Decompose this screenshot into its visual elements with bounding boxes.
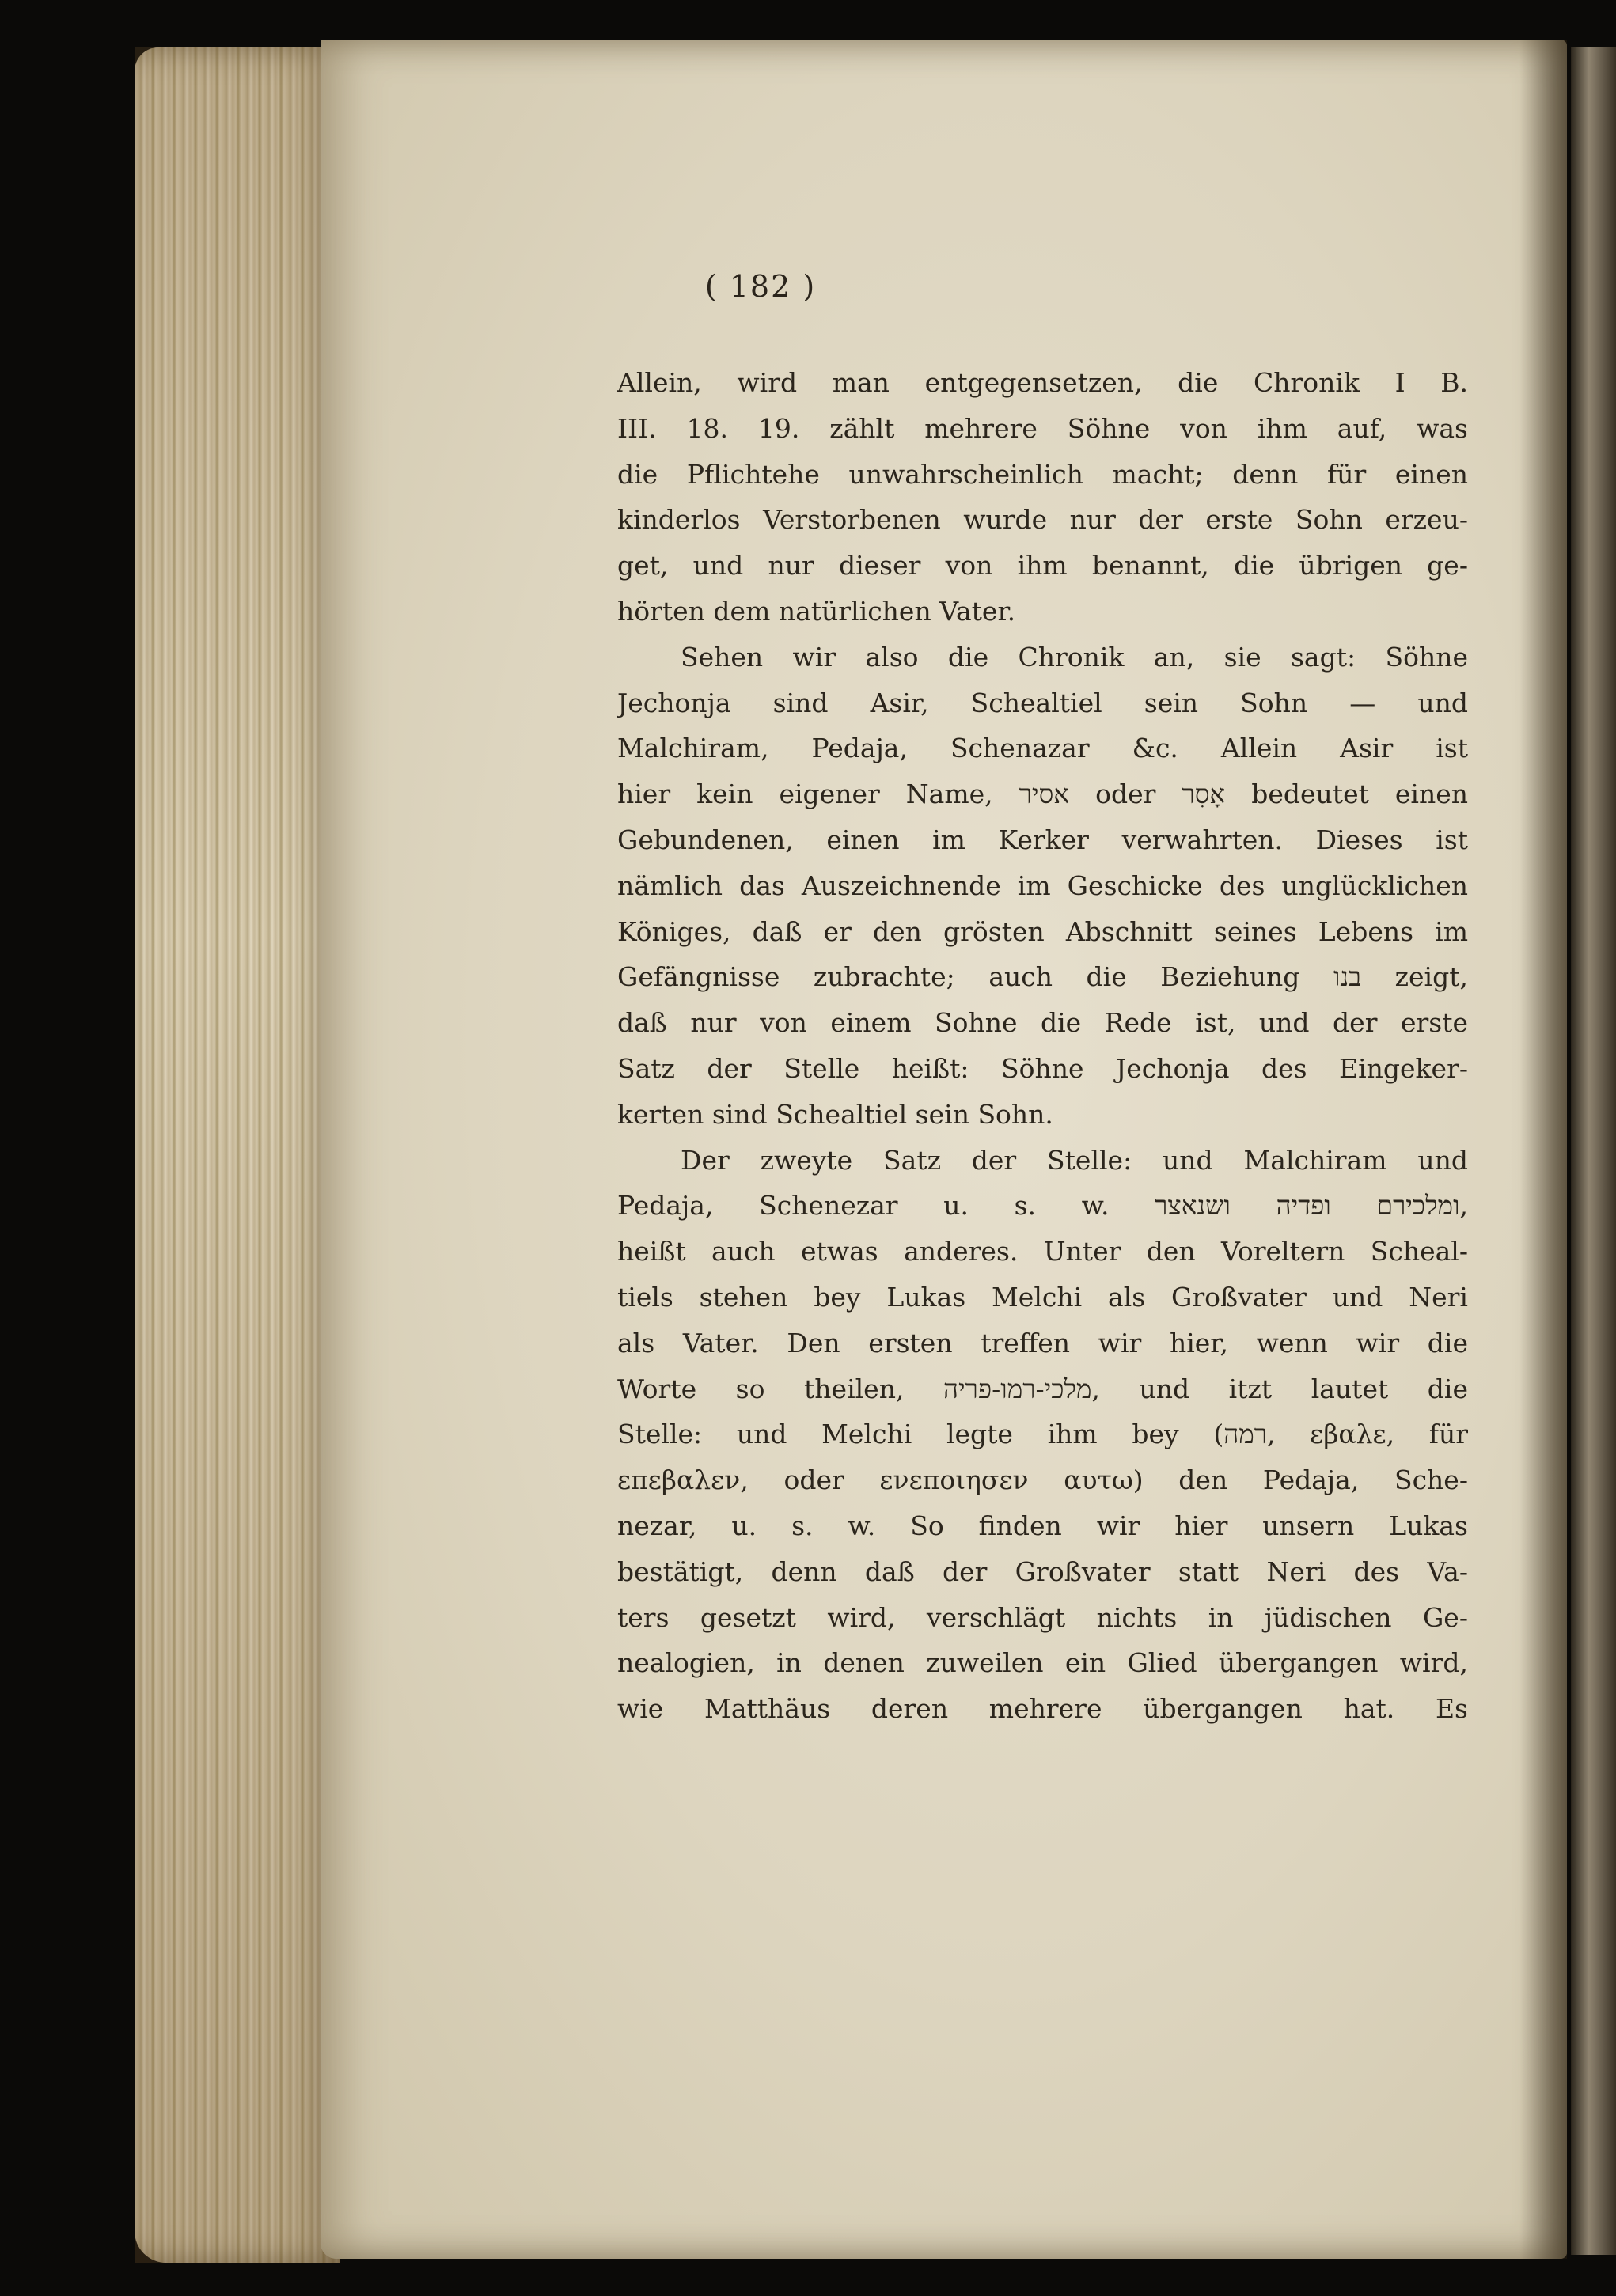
text-line: bestätigt, denn daß der Großvater statt Neri des Va-	[617, 1555, 1468, 1587]
page-text	[617, 360, 1468, 1732]
text-line: hörten dem natürlichen Vater.	[617, 595, 1016, 627]
text-line: nealogien, in denen zuweilen ein Glied übergangen wird,	[617, 1647, 1468, 1679]
text-line: Gefängnisse zubrachte; auch die Beziehung בנו zeigt,	[617, 961, 1468, 993]
gutter-shadow	[1519, 40, 1567, 2259]
text-line: Der zweyte Satz der Stelle: und Malchiram und	[681, 1144, 1468, 1176]
text-line: Allein, wird man entgegensetzen, die Chronik I B.	[617, 367, 1468, 398]
text-line: wie Matthäus deren mehrere übergangen hat. Es	[617, 1693, 1468, 1725]
facing-page-edge	[1571, 47, 1616, 2255]
text-line: tiels stehen bey Lukas Melchi als Großvater und Neri	[617, 1281, 1468, 1313]
text-line: heißt auch etwas anderes. Unter den Voreltern Scheal-	[617, 1236, 1468, 1267]
text-line: Jechonja sind Asir, Schealtiel sein Sohn — und	[617, 687, 1468, 718]
text-line: kerten sind Schealtiel sein Sohn.	[617, 1098, 1053, 1130]
text-line: Gebundenen, einen im Kerker verwahrten. Dieses ist	[617, 824, 1468, 855]
text-line: επεβαλεν, oder ενεποιησεν αυτω) den Pedaja, Sche-	[617, 1464, 1468, 1496]
text-line: Pedaja, Schenezar u. s. w. ומלכירם ופדיה ושנאצר,	[617, 1190, 1468, 1222]
text-line: Worte so theilen, מלכי-רמו-פריה, und itzt lautet die	[617, 1373, 1468, 1404]
text-line: Sehen wir also die Chronik an, sie sagt: Söhne	[681, 641, 1468, 673]
text-line: III. 18. 19. zählt mehrere Söhne von ihm auf, was	[617, 412, 1468, 444]
page-number: ( 182 )	[704, 269, 817, 304]
text-line: get, und nur dieser von ihm benannt, die übrigen ge-	[617, 550, 1468, 582]
text-line: Satz der Stelle heißt: Söhne Jechonja des Eingeker-	[617, 1052, 1468, 1084]
text-line: Königes, daß er den grösten Abschnitt seines Lebens im	[617, 915, 1468, 947]
book-fore-edge	[135, 47, 340, 2263]
text-line: Stelle: und Melchi legte ihm bey (רמה, εβαλε, für	[617, 1419, 1468, 1450]
text-line: nezar, u. s. w. So finden wir hier unsern Lukas	[617, 1510, 1468, 1541]
text-line: nämlich das Auszeichnende im Geschicke des unglücklichen	[617, 870, 1468, 901]
text-line: als Vater. Den ersten treffen wir hier, wenn wir die	[617, 1327, 1468, 1358]
text-line: Malchiram, Pedaja, Schenazar &c. Allein Asir ist	[617, 733, 1468, 764]
text-line: ters gesetzt wird, verschlägt nichts in jüdischen Ge-	[617, 1601, 1468, 1633]
text-line: kinderlos Verstorbenen wurde nur der erste Sohn erzeu-	[617, 504, 1468, 536]
text-line: daß nur von einem Sohne die Rede ist, und der erste	[617, 1007, 1468, 1039]
text-line: die Pflichtehe unwahrscheinlich macht; denn für einen	[617, 458, 1468, 490]
text-line: hier kein eigener Name, אסיר oder אָסִר bedeutet einen	[617, 779, 1468, 810]
